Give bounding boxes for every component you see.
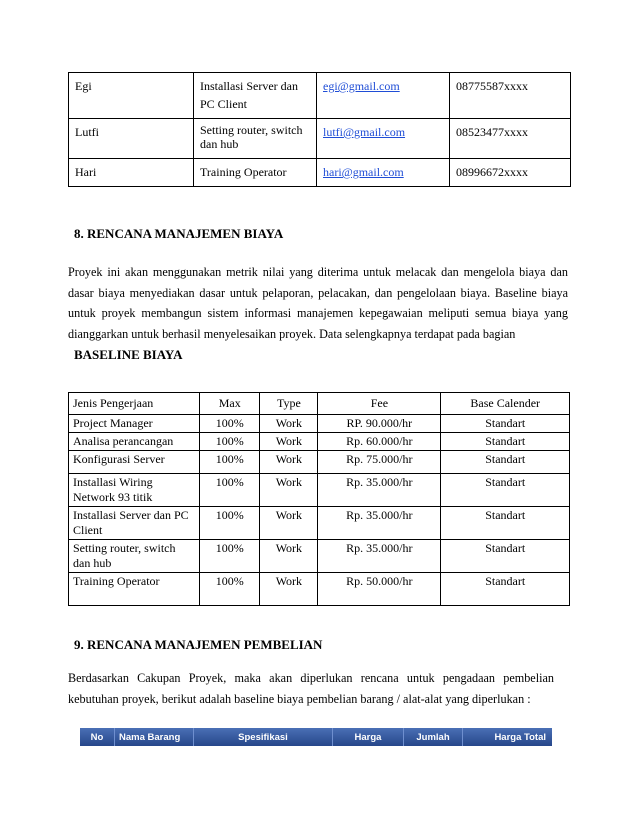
header-nama-barang: Nama Barang — [115, 728, 194, 746]
cell-max: 100% — [200, 474, 260, 507]
cell-type: Work — [260, 507, 318, 540]
member-name: Lutfi — [69, 119, 194, 159]
cell-max: 100% — [200, 507, 260, 540]
member-email — [317, 73, 450, 119]
section-8-heading: 8. RENCANA MANAJEMEN BIAYA — [74, 226, 284, 241]
cell-fee: Rp. 35.000/hr — [318, 540, 441, 573]
header-jenis: Jenis Pengerjaan — [69, 393, 200, 415]
header-jumlah: Jumlah — [404, 728, 463, 746]
member-email — [317, 119, 450, 159]
table-row — [69, 415, 570, 433]
member-phone: 08996672xxxx — [450, 159, 571, 187]
table-header-row — [80, 728, 552, 746]
email-link[interactable]: hari@gmail.com — [323, 165, 404, 179]
cell-type: Work — [260, 573, 318, 606]
cell-fee: RP. 90.000/hr — [318, 415, 441, 433]
cell-jenis: Installasi Server dan PC Client — [69, 507, 200, 540]
member-role: Installasi Server dan PC Client — [194, 73, 317, 119]
table-row — [69, 73, 571, 119]
member-name: Hari — [69, 159, 194, 187]
cell-base: Standart — [441, 540, 570, 573]
header-spesifikasi: Spesifikasi — [194, 728, 333, 746]
purchase-table-header — [80, 728, 552, 746]
cell-fee: Rp. 35.000/hr — [318, 474, 441, 507]
header-fee: Fee — [318, 393, 441, 415]
table-row — [69, 474, 570, 507]
cell-fee: Rp. 60.000/hr — [318, 433, 441, 451]
section-8-paragraph: Proyek ini akan menggunakan metrik nilai yang diterima untuk melacak dan mengelola biaya dan dasar biaya menyediakan dasar untuk pelaporan, pelacakan, dan pengelolaan biaya. Baseline biaya untuk proyek membangun sistem informasi manajemen kepegawaian meliputi semua biaya yang dianggarkan untuk berhasil menyelesaikan proyek. Data selengkapnya terdapat pada bagian — [68, 265, 568, 341]
cell-type: Work — [260, 415, 318, 433]
email-link[interactable]: lutfi@gmail.com — [323, 125, 406, 139]
cell-jenis: Project Manager — [69, 415, 200, 433]
cell-type: Work — [260, 540, 318, 573]
member-role: Setting router, switch dan hub — [194, 119, 317, 159]
cell-jenis: Training Operator — [69, 573, 200, 606]
cell-jenis: Konfigurasi Server — [69, 451, 200, 474]
cell-max: 100% — [200, 540, 260, 573]
cell-jenis: Analisa perancangan — [69, 433, 200, 451]
cell-max: 100% — [200, 451, 260, 474]
cell-fee: Rp. 75.000/hr — [318, 451, 441, 474]
cell-base: Standart — [441, 451, 570, 474]
cell-type: Work — [260, 451, 318, 474]
header-harga: Harga — [333, 728, 404, 746]
baseline-cost-table — [68, 392, 570, 606]
table-row — [69, 507, 570, 540]
table-header-row — [69, 393, 570, 415]
cell-base: Standart — [441, 433, 570, 451]
table-row — [69, 540, 570, 573]
table-row — [69, 433, 570, 451]
table-row — [69, 159, 571, 187]
cell-max: 100% — [200, 433, 260, 451]
member-phone: 08775587xxxx — [450, 73, 571, 119]
section-9-paragraph: Berdasarkan Cakupan Proyek, maka akan diperlukan rencana untuk pengadaan pembelian kebutuhan proyek, berikut adalah baseline biaya pembelian barang / alat-alat yang diperlukan : — [68, 671, 554, 706]
team-contact-table — [68, 72, 571, 187]
cell-base: Standart — [441, 474, 570, 507]
member-phone: 08523477xxxx — [450, 119, 571, 159]
header-type: Type — [260, 393, 318, 415]
cell-fee: Rp. 35.000/hr — [318, 507, 441, 540]
cell-jenis: Installasi Wiring Network 93 titik — [69, 474, 200, 507]
email-link[interactable]: egi@gmail.com — [323, 79, 400, 93]
cell-max: 100% — [200, 573, 260, 606]
table-row — [69, 119, 571, 159]
table-row — [69, 573, 570, 606]
cell-base: Standart — [441, 573, 570, 606]
header-base: Base Calender — [441, 393, 570, 415]
table-row — [69, 451, 570, 474]
cell-jenis: Setting router, switch dan hub — [69, 540, 200, 573]
section-9-heading: 9. RENCANA MANAJEMEN PEMBELIAN — [74, 637, 323, 652]
cell-max: 100% — [200, 415, 260, 433]
member-email — [317, 159, 450, 187]
member-role: Training Operator — [194, 159, 317, 187]
header-harga-total: Harga Total — [494, 731, 546, 743]
baseline-subheading: BASELINE BIAYA — [74, 347, 183, 362]
cell-base: Standart — [441, 507, 570, 540]
member-name: Egi — [69, 73, 194, 119]
cell-base: Standart — [441, 415, 570, 433]
cell-type: Work — [260, 433, 318, 451]
header-max: Max — [200, 393, 260, 415]
cell-type: Work — [260, 474, 318, 507]
cell-fee: Rp. 50.000/hr — [318, 573, 441, 606]
header-no: No — [80, 728, 115, 746]
